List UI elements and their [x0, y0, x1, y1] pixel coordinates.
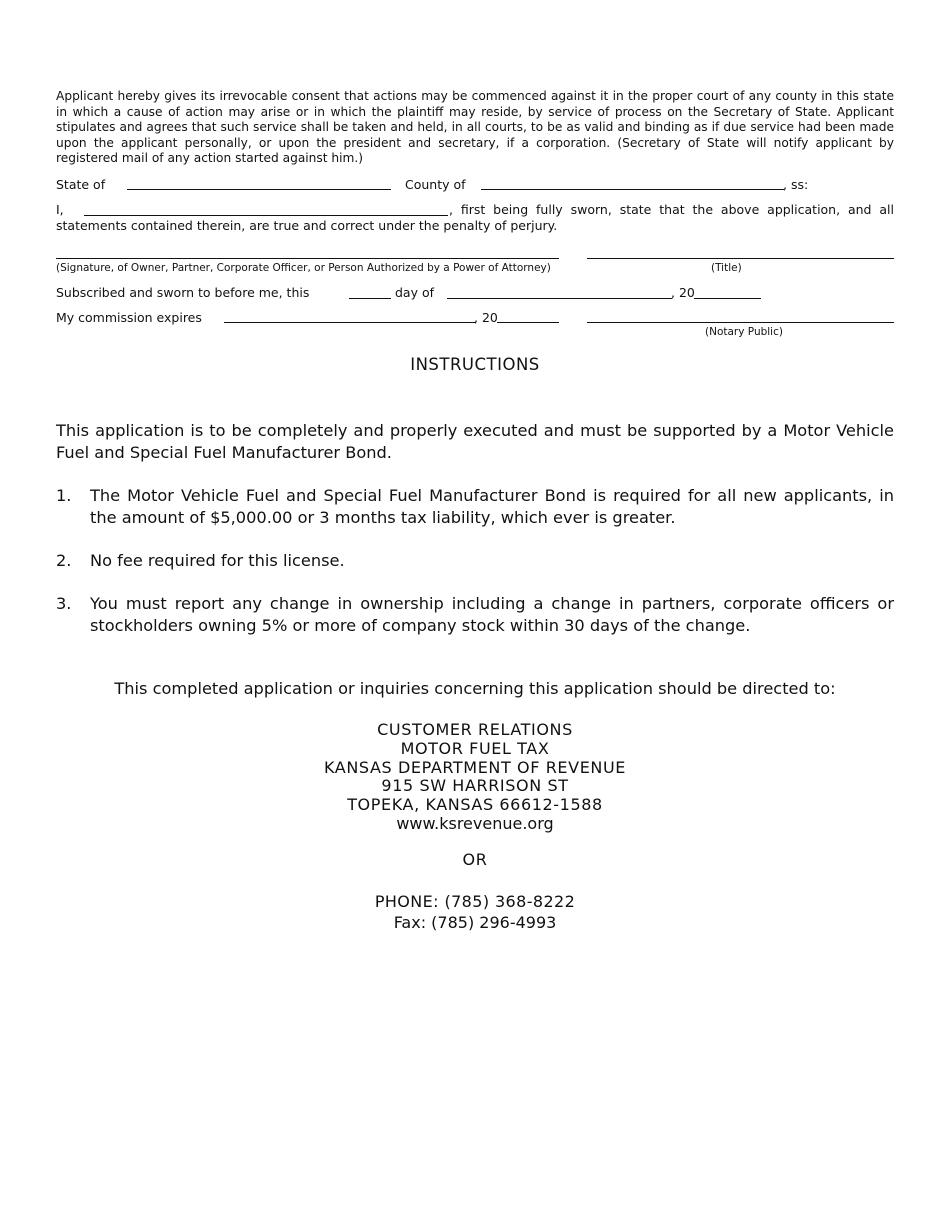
- instructions-heading: INSTRUCTIONS: [410, 355, 540, 374]
- address-line: KANSAS DEPARTMENT OF REVENUE: [324, 757, 626, 777]
- consent-paragraph: Applicant hereby gives its irrevocable consent that actions may be commenced against it in the proper court of any county in this state in which a cause of action may arise or in which the plaintiff may reside, by service of process on the Secretary of State. Applicant stipulates and agrees that such service shall be taken and held, in all courts, to be as valid and binding as if due service had been made upon the applicant personally, or upon the president and secretary, if a corporation. (Secretary of State will notify applicant by registered mail of any action started against him.): [56, 89, 894, 166]
- title-caption: (Title): [711, 262, 742, 274]
- instruction-text: The Motor Vehicle Fuel and Special Fuel Manufacturer Bond is required for all new applicants, in the amount of $5,000.00 or 3 months tax liability, which ever is greater.: [90, 486, 894, 527]
- instructions-intro: This application is to be completely and properly executed and must be supported by a Motor Vehicle Fuel and Special Fuel Manufacturer Bond.: [56, 421, 894, 462]
- instruction-item: [56, 485, 894, 529]
- county-field[interactable]: [481, 189, 784, 190]
- signature-caption: (Signature, of Owner, Partner, Corporate Officer, or Person Authorized by a Power of Attorney): [56, 262, 551, 274]
- signature-field[interactable]: [56, 258, 559, 259]
- address-line: TOPEKA, KANSAS 66612-1588: [347, 795, 603, 815]
- fax-number: Fax: (785) 296-4993: [393, 913, 557, 932]
- commission-year-prefix: , 20: [474, 310, 498, 325]
- commission-label: My commission expires: [56, 310, 202, 325]
- instruction-text: No fee required for this license.: [90, 551, 345, 570]
- subscribed-label: Subscribed and sworn to before me, this: [56, 285, 310, 300]
- year-field[interactable]: [694, 298, 761, 299]
- notary-signature-field[interactable]: [587, 322, 894, 323]
- day-of-label: day of: [395, 285, 435, 300]
- contact-directive: This completed application or inquiries concerning this application should be directed to:: [114, 679, 836, 698]
- phone-fax-block: [0, 891, 950, 933]
- instruction-number: 1.: [56, 486, 72, 505]
- sworn-statement-line1: , first being fully sworn, state that the above application, and all: [449, 202, 894, 217]
- instruction-number: 3.: [56, 594, 72, 613]
- ss-label: , ss:: [783, 177, 809, 192]
- website-link[interactable]: www.ksrevenue.org: [396, 813, 554, 833]
- year-prefix: , 20: [671, 285, 695, 300]
- county-label: County of: [405, 177, 466, 192]
- address-block: [0, 721, 950, 834]
- day-field[interactable]: [349, 298, 391, 299]
- instruction-item: [56, 550, 894, 572]
- notary-caption: (Notary Public): [705, 326, 783, 338]
- commission-date-field[interactable]: [224, 322, 476, 323]
- i-label: I,: [56, 202, 64, 217]
- state-label: State of: [56, 177, 106, 192]
- instruction-text: You must report any change in ownership including a change in partners, corporate officers or stockholders owning 5% or more of company stock within 30 days of the change.: [90, 594, 894, 635]
- month-field[interactable]: [447, 298, 672, 299]
- title-field[interactable]: [587, 258, 894, 259]
- address-line: 915 SW HARRISON ST: [381, 776, 569, 796]
- sworn-statement-line2: statements contained therein, are true and correct under the penalty of perjury.: [56, 218, 558, 233]
- commission-year-field[interactable]: [497, 322, 559, 323]
- instruction-number: 2.: [56, 551, 72, 570]
- address-line: CUSTOMER RELATIONS: [377, 720, 573, 739]
- instruction-item: [56, 593, 894, 637]
- address-line: MOTOR FUEL TAX: [400, 738, 550, 758]
- or-separator: OR: [462, 850, 488, 869]
- state-field[interactable]: [127, 189, 391, 190]
- affiant-name-field[interactable]: [84, 215, 448, 216]
- phone-number: PHONE: (785) 368-8222: [374, 892, 576, 911]
